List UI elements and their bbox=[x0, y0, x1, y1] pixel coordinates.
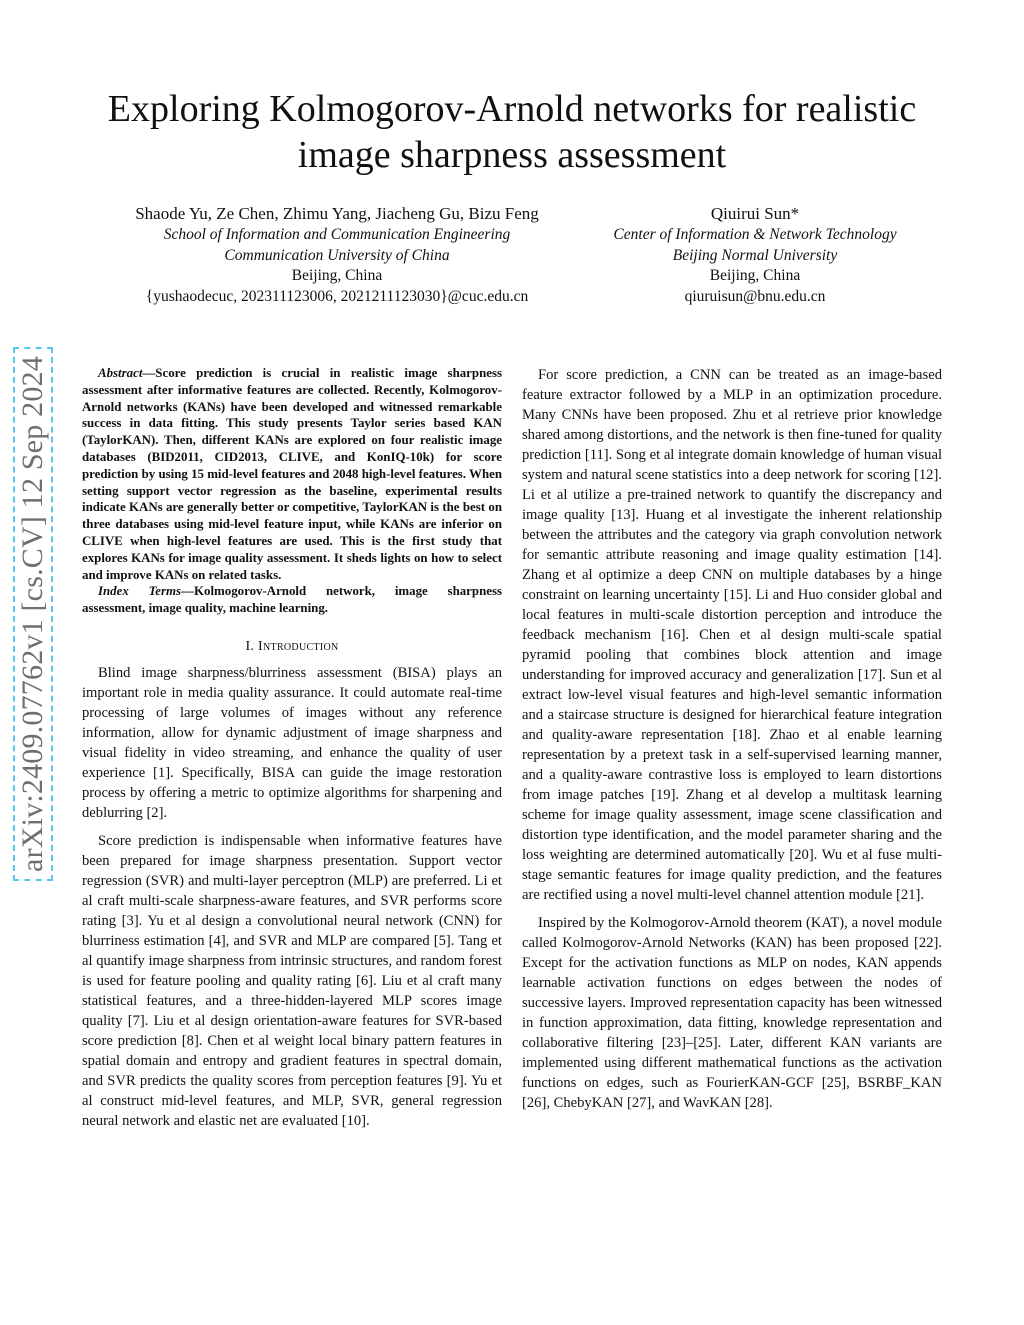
author-affiliation-1b: Communication University of China bbox=[224, 246, 450, 264]
arxiv-identifier-stamp bbox=[14, 318, 52, 910]
left-paragraph-1: Blind image sharpness/blurriness assessment (BISA) plays an important role in media quality assurance. It could automate real-time processing of large volumes of images without any reference information, allow for dynamic adjustment of image sharpness and visual fidelity in video streaming, and enhance the quality of user experience [1]. Specifically, BISA can guide the image restoration process by offering a metric to optimize algorithms for sharpening and deblurring [2]. bbox=[82, 664, 502, 821]
paper-title: Exploring Kolmogorov-Arnold networks for realistic image sharpness assessment bbox=[107, 88, 917, 176]
abstract-label: Abstract bbox=[98, 366, 143, 380]
index-terms bbox=[82, 583, 502, 617]
section-title: Introduction bbox=[258, 638, 339, 654]
index-terms-label: Index Terms bbox=[98, 584, 182, 599]
author-affiliation-2b: Beijing Normal University bbox=[672, 246, 838, 264]
author-city-2: Beijing, China bbox=[709, 267, 801, 284]
arxiv-identifier-text: arXiv:2409.07762v1 [cs.CV] 12 Sep 2024 bbox=[16, 350, 50, 878]
abstract-text: —Score prediction is crucial in realistic image sharpness assessment after informative features are collected. Recently, Kolmogorov-Arnold networks (KANs) have been developed and witnessed remarkable success in data fitting. This study presents Taylor series based KAN (TaylorKAN). Then, different KANs are explored on four realistic image databases (BID2011, CID2013, CLIVE, and KonIQ-10k) for score prediction by using 15 mid-level features and 2048 high-level features. When setting support vector regression as the baseline, experimental results indicate KANs are generally better or competitive, TaylorKAN is the best on three databases using mid-level feature input, while KANs are inferior on CLIVE when high-level features are used. This is the first study that explores KANs for image quality assessment. It sheds lights on how to select and improve KANs on related tasks. bbox=[82, 366, 502, 582]
index-terms-text: —Kolmogorov-Arnold network, image sharpness assessment, image quality, machine learning. bbox=[82, 584, 502, 616]
right-paragraph-2: Inspired by the Kolmogorov-Arnold theorem (KAT), a novel module called Kolmogorov-Arnold Networks (KAN) has been proposed [22]. Except for the activation functions as MLP on nodes, KAN appends learnable activation functions on edges between the nodes of successive layers. Improved representation capacity has been witnessed in function approximation, data fitting, knowledge representation and collaborative filtering [23]–[25]. Later, different KAN variants are implemented using different mathematical functions as the activation functions on edges, such as FourierKAN-GCF [25], BSRBF_KAN [26], ChebyKAN [27], and WavKAN [28]. bbox=[522, 915, 942, 1111]
author-block-2 bbox=[560, 203, 950, 307]
author-affiliation-1a: School of Information and Communication Engineering bbox=[163, 226, 511, 243]
section-heading-introduction bbox=[82, 637, 502, 657]
author-names-2: Qiuirui Sun* bbox=[710, 204, 800, 223]
section-number: I. bbox=[245, 638, 255, 654]
left-column bbox=[82, 365, 502, 1131]
author-city-1: Beijing, China bbox=[291, 267, 383, 284]
author-block-1 bbox=[92, 203, 582, 307]
right-column bbox=[522, 365, 942, 1113]
author-email-1: {yushaodecuc, 202311123006, 2021211123030}@cuc.edu.cn bbox=[145, 287, 529, 305]
right-paragraph-1: For score prediction, a CNN can be treated as an image-based feature extractor followed by a MLP in an optimization procedure. Many CNNs have been proposed. Zhu et al retrieve prior knowledge shared among distortions, and the network is then fine-tuned for quality prediction [11]. Song et al integrate domain knowledge of human visual system and natural scene statistics into a deep network for scoring [12]. Li et al utilize a pre-trained network to quantify the discrepancy and image quality [13]. Huang et al investigate the inherent relationship between the attributes and the category via graph convolution network for semantic attribute reasoning and image quality estimation [14]. Zhang et al optimize a deep CNN on multiple databases by a hinge constraint on learning uncertainty [15]. Li and Huo consider global and local features in multi-scale distortion perception and introduce the feedback mechanism [16]. Chen et al design multi-scale spatial pyramid pooling that combines block attention and image understanding for improved accuracy and generalization [17]. Sun et al extract low-level visual features and high-level semantic information and a staircase structure is designed for hierarchical feature integration and quality-aware representation [18]. Zhao et al enable learning representation by a pretext task in a self-supervised learning manner, and a quality-aware contrastive loss is employed to learn distortions from image patches [19]. Zhang et al develop a multitask learning scheme for image quality assessment, image scene classification and distortion type identification, and the model parameter sharing and the loss weighting are determined automatically [20]. Wu et al fuse multi-stage semantic features for image quality prediction, and the features are rectified using a novel multi-level channel attention module [21]. bbox=[522, 367, 942, 903]
left-paragraph-2: Score prediction is indispensable when informative features have been prepared for image sharpness presentation. Support vector regression (SVR) and multi-layer perceptron (MLP) are preferred. Li et al craft multi-scale sharpness-aware features, and SVR performs score rating [3]. Yu et al design a convolutional neural network (CNN) for blurriness estimation [4], and SVR and MLP are compared [5]. Tang et al quantify image sharpness from intrinsic structures, and random forest is used for feature pooling and quality rating [6]. Liu et al craft many statistical features, and a three-hidden-layered MLP scores image quality [7]. Liu et al design orientation-aware features for SVR-based score prediction [8]. Chen et al weight local binary pattern features in spatial domain and entropy and gradient features in spectral domain, and SVR predicts the quality scores from perception features [9]. Yu et al construct mid-level features, and MLP, SVR, general regression neural network and elastic net are evaluated [10]. bbox=[82, 832, 502, 1129]
author-email-2: qiuruisun@bnu.edu.cn bbox=[684, 287, 826, 305]
abstract bbox=[82, 365, 502, 583]
author-affiliation-2a: Center of Information & Network Technology bbox=[613, 226, 897, 243]
author-names-1: Shaode Yu, Ze Chen, Zhimu Yang, Jiacheng Gu, Bizu Feng bbox=[135, 204, 539, 223]
